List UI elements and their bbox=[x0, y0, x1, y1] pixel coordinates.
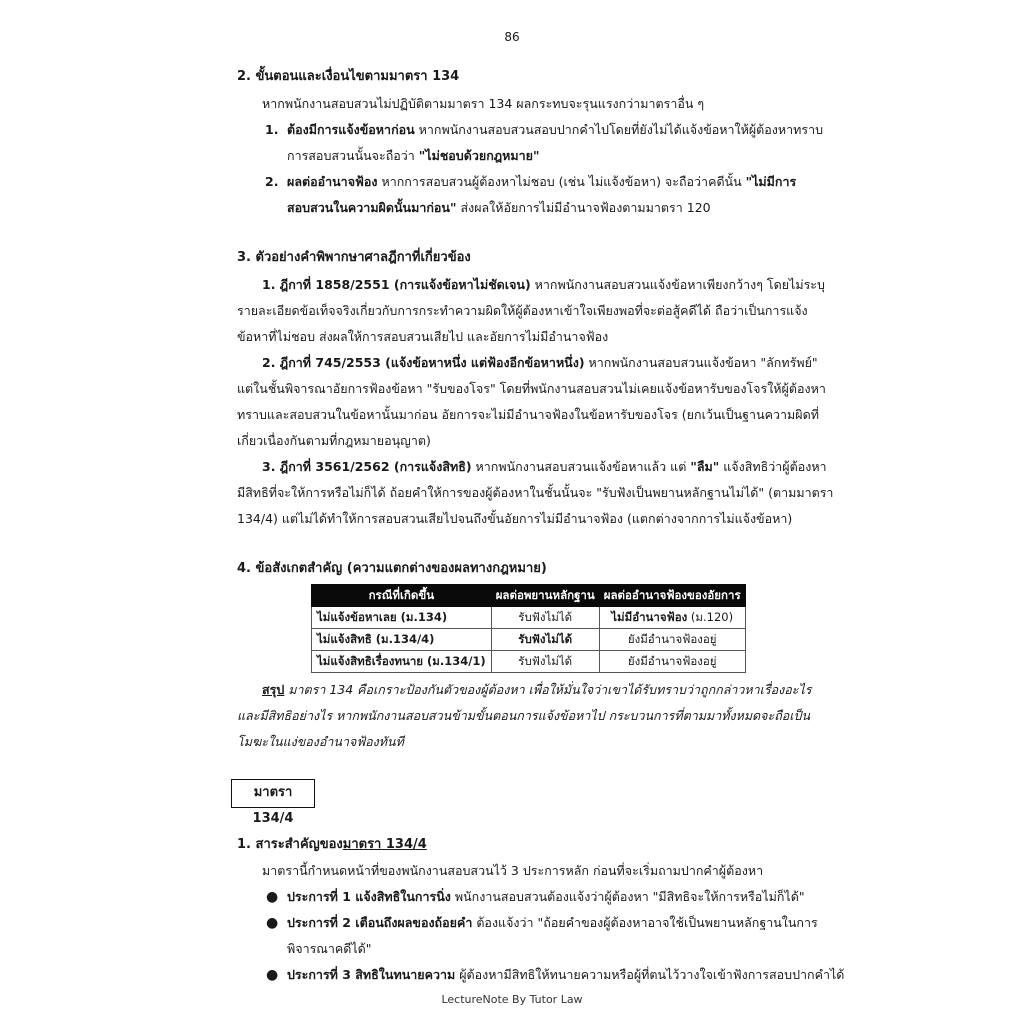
table-cell: รับฟังไม่ได้ bbox=[491, 607, 599, 629]
table-row bbox=[312, 607, 746, 629]
table-row bbox=[312, 651, 746, 673]
section-2-item-1: 1. ต้องมีการแจ้งข้อหาก่อน หากพนักงานสอบสวนสอบปากคำไปโดยที่ยังไม่ได้แจ้งข้อหาให้ผู้ต้องหาทราบ bbox=[265, 122, 824, 137]
bullet-item-1: ประการที่ 1 แจ้งสิทธิในการนิ่ง พนักงานสอบสวนต้องแจ้งว่าผู้ต้องหา "มีสิทธิจะให้การหรือไม่ก็ได้" bbox=[287, 889, 805, 904]
bullet-icon: ● bbox=[266, 915, 279, 931]
case-2-line3: ทราบและสอบสวนในข้อหานั้นมาก่อน อัยการจะไม่มีอำนาจฟ้องในข้อหารับของโจร (ยกเว้นเป็นฐานความผิดที่ bbox=[237, 407, 819, 422]
section-2-item-2-line2: สอบสวนในความผิดนั้นมาก่อน" ส่งผลให้อัยการไม่มีอำนาจฟ้องตามมาตรา 120 bbox=[287, 200, 711, 215]
bullet-item-3: ประการที่ 3 สิทธิในทนายความ ผู้ต้องหามีสิทธิให้ทนายความหรือผู้ที่ตนไว้วางใจเข้าฟังการสอบปากคำได้ bbox=[287, 967, 845, 982]
table-row bbox=[312, 629, 746, 651]
case-1-line1: 1. ฎีกาที่ 1858/2551 (การแจ้งข้อหาไม่ชัดเจน) หากพนักงานสอบสวนแจ้งข้อหาเพียงกว้างๆ โดยไม่ระบุ bbox=[262, 277, 825, 292]
table-cell: ไม่แจ้งสิทธิเรื่องทนาย (ม.134/1) bbox=[312, 651, 492, 673]
comparison-table bbox=[311, 584, 746, 673]
section-2-intro: หากพนักงานสอบสวนไม่ปฏิบัติตามมาตรา 134 ผลกระทบจะรุนแรงกว่ามาตราอื่น ๆ bbox=[262, 96, 705, 111]
case-3-line2: มีสิทธิที่จะให้การหรือไม่ก็ได้ ถ้อยคำให้การของผู้ต้องหาในชั้นนั้นจะ "รับฟังเป็นพยานหลักฐานไม่ได้" (ตามมาตรา bbox=[237, 485, 834, 500]
case-2-line4: เกี่ยวเนื่องกันตามที่กฎหมายอนุญาต) bbox=[237, 433, 431, 448]
table-header-row bbox=[312, 585, 746, 607]
table-cell: ไม่แจ้งข้อหาเลย (ม.134) bbox=[312, 607, 492, 629]
page-number: 86 bbox=[504, 30, 520, 44]
bullet-icon: ● bbox=[266, 967, 279, 983]
summary-line3: โมฆะในแง่ของอำนาจฟ้องทันที bbox=[237, 734, 404, 749]
table-cell: ไม่แจ้งสิทธิ (ม.134/4) bbox=[312, 629, 492, 651]
section-2-item-2: 2. ผลต่ออำนาจฟ้อง หากการสอบสวนผู้ต้องหาไม่ชอบ (เช่น ไม่แจ้งข้อหา) จะถือว่าคดีนั้น "ไม่มีการ bbox=[265, 174, 797, 189]
table-header: กรณีที่เกิดขึ้น bbox=[312, 585, 492, 607]
bullet-icon: ● bbox=[266, 889, 279, 905]
case-2-line1: 2. ฎีกาที่ 745/2553 (แจ้งข้อหาหนึ่ง แต่ฟ้องอีกข้อหาหนึ่ง) หากพนักงานสอบสวนแจ้งข้อหา "ลักทรัพย์" bbox=[262, 355, 818, 370]
table-cell: ไม่มีอำนาจฟ้อง (ม.120) bbox=[599, 607, 745, 629]
case-3-line3: 134/4) แต่ไม่ได้ทำให้การสอบสวนเสียไปจนถึงขั้นอัยการไม่มีอำนาจฟ้อง (แตกต่างจากการไม่แจ้งข้อหา) bbox=[237, 511, 793, 526]
case-3-line1: 3. ฎีกาที่ 3561/2562 (การแจ้งสิทธิ) หากพนักงานสอบสวนแจ้งข้อหาแล้ว แต่ "ลืม" แจ้งสิทธิว่าผู้ต้องหา bbox=[262, 459, 827, 474]
summary-line1: สรุป มาตรา 134 คือเกราะป้องกันตัวของผู้ต้องหา เพื่อให้มั่นใจว่าเขาได้รับทราบว่าถูกกล่าวหาเรื่องอะไร bbox=[262, 682, 812, 697]
section-4-heading: 4. ข้อสังเกตสำคัญ (ความแตกต่างของผลทางกฎหมาย) bbox=[237, 561, 547, 576]
table-header: ผลต่อพยานหลักฐาน bbox=[491, 585, 599, 607]
section-3-heading: 3. ตัวอย่างคำพิพากษาศาลฎีกาที่เกี่ยวข้อง bbox=[237, 250, 471, 265]
case-1-line3: ข้อหาที่ไม่ชอบ ส่งผลให้การสอบสวนเสียไป และอัยการไม่มีอำนาจฟ้อง bbox=[237, 329, 609, 344]
table-cell: ยังมีอำนาจฟ้องอยู่ bbox=[599, 629, 745, 651]
section-2-heading: 2. ขั้นตอนและเงื่อนไขตามมาตรา 134 bbox=[237, 69, 460, 84]
table-cell: ยังมีอำนาจฟ้องอยู่ bbox=[599, 651, 745, 673]
section-134-4-intro: มาตรานี้กำหนดหน้าที่ของพนักงานสอบสวนไว้ 3 ประการหลัก ก่อนที่จะเริ่มถามปากคำผู้ต้องหา bbox=[262, 863, 764, 878]
page-footer: LectureNote By Tutor Law bbox=[441, 993, 583, 1006]
section-title-box: มาตรา 134/4 bbox=[231, 779, 315, 808]
case-2-line2: แต่ในชั้นพิจารณาอัยการฟ้องข้อหา "รับของโจร" โดยที่พนักงานสอบสวนไม่เคยแจ้งข้อหารับของโจรให้ผู้ต้องหา bbox=[237, 381, 826, 396]
table-cell: รับฟังไม่ได้ bbox=[491, 651, 599, 673]
table-cell: รับฟังไม่ได้ bbox=[491, 629, 599, 651]
bullet-item-2: ประการที่ 2 เตือนถึงผลของถ้อยคำ ต้องแจ้งว่า "ถ้อยคำของผู้ต้องหาอาจใช้เป็นพยานหลักฐานในการ bbox=[287, 915, 818, 930]
section-134-4-heading: 1. สาระสำคัญของมาตรา 134/4 bbox=[237, 837, 427, 852]
section-2-item-1-line2: การสอบสวนนั้นจะถือว่า "ไม่ชอบด้วยกฎหมาย" bbox=[287, 148, 540, 163]
table-header: ผลต่ออำนาจฟ้องของอัยการ bbox=[599, 585, 745, 607]
bullet-item-2-line2: พิจารณาคดีได้" bbox=[287, 941, 372, 956]
case-1-line2: รายละเอียดข้อเท็จจริงเกี่ยวกับการกระทำความผิดให้ผู้ต้องหาเข้าใจเพียงพอที่จะต่อสู้คดีได้ ถือว่าเป็นการแจ้ง bbox=[237, 303, 808, 318]
summary-line2: และมีสิทธิอย่างไร หากพนักงานสอบสวนข้ามขั้นตอนการแจ้งข้อหาไป กระบวนการที่ตามมาทั้งหมดจะถือเป็น bbox=[237, 708, 811, 723]
